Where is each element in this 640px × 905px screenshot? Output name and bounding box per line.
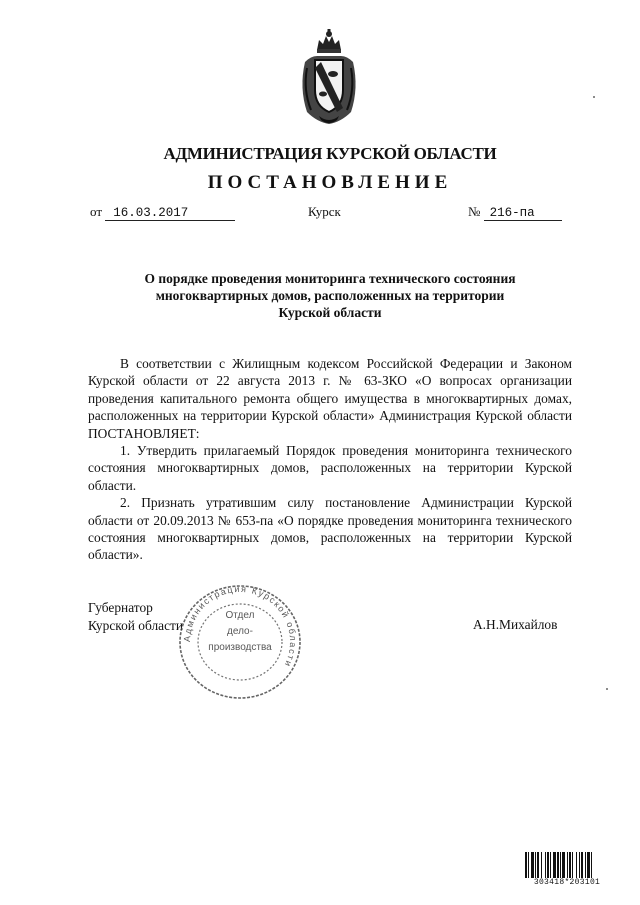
document-subject xyxy=(110,270,550,321)
subject-line: многоквартирных домов, расположенных на территории xyxy=(155,288,505,303)
coat-of-arms-icon xyxy=(293,28,365,128)
date-value: 16.03.2017 xyxy=(105,206,235,221)
body-item-2: 2. Признать утратившим силу постановление Администрации Курской области от 20.09.2013 № 653-па «О порядке проведения мониторинга технического состояния многоквартирных домов, расположенных на территории Курской области». xyxy=(88,495,572,563)
organization-title: АДМИНИСТРАЦИЯ КУРСКОЙ ОБЛАСТИ xyxy=(163,144,497,163)
document-number xyxy=(468,204,562,221)
stamp-ring-text: Администрация Курской области xyxy=(181,583,299,670)
number-prefix: № xyxy=(468,204,481,219)
signer-name: А.Н.Михайлов xyxy=(473,617,558,632)
document-body xyxy=(88,355,572,564)
subject-line: Курской области xyxy=(278,305,382,320)
date-prefix: от xyxy=(90,204,103,219)
stamp-line: производства xyxy=(208,642,272,653)
barcode-number: 303418*203101 xyxy=(524,878,610,887)
office-stamp xyxy=(172,580,308,704)
signer-position-line: Курской области xyxy=(88,618,184,633)
scan-speck xyxy=(593,96,595,98)
scan-speck xyxy=(606,688,608,690)
signer-position-line: Губернатор xyxy=(88,600,153,615)
stamp-center-text xyxy=(200,608,280,656)
body-preamble: В соответствии с Жилищным кодексом Российской Федерации и Законом Курской области от 22 августа 2013 г. № 63-ЗКО «О вопросах организации проведения капитального ремонта общего имущества в многоквартирных домах, расположенных на территории Курской области» Администрация Курской области ПОСТАНОВЛЯЕТ: xyxy=(88,356,572,441)
document-city: Курск xyxy=(308,204,341,219)
document-type-title: ПОСТАНОВЛЕНИЕ xyxy=(207,172,453,193)
subject-line: О порядке проведения мониторинга технического состояния xyxy=(144,271,516,286)
stamp-line: дело- xyxy=(227,626,253,637)
signer-position xyxy=(88,599,183,635)
body-item-1: 1. Утвердить прилагаемый Порядок проведения мониторинга технического состояния многоквартирных домов, расположенных на территории Курской области. xyxy=(88,443,572,493)
document-date xyxy=(90,204,235,221)
stamp-line: Отдел xyxy=(225,610,255,621)
number-value: 216-па xyxy=(484,206,562,221)
